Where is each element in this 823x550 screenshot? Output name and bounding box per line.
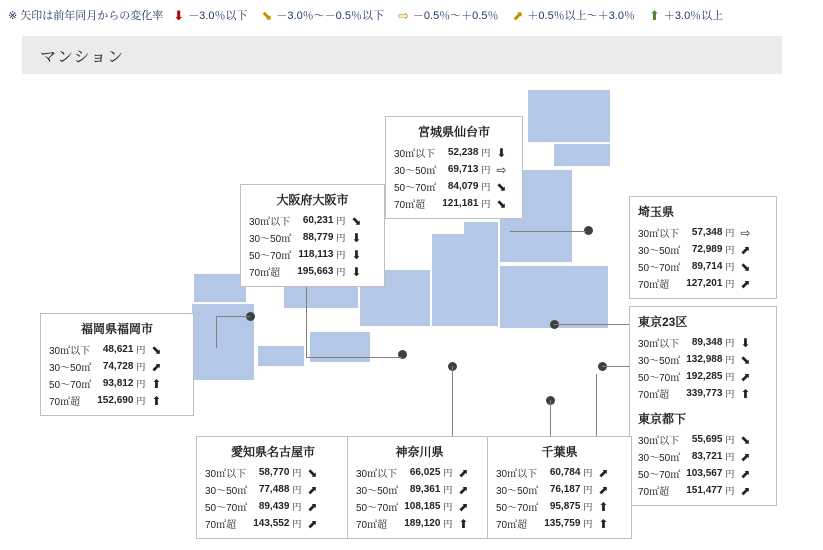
table-row (394, 178, 508, 195)
table-row (356, 515, 470, 532)
legend-bar (0, 0, 823, 30)
row-value: 60,231 (302, 215, 334, 226)
row-label: 30㎡以下 (496, 469, 538, 480)
row-unit: 円 (725, 279, 735, 289)
data-table-osaka (249, 212, 363, 280)
row-unit: 円 (725, 228, 735, 238)
leader-line-nagoya (452, 366, 453, 442)
row-value: 143,552 (253, 518, 290, 529)
row-unit: 円 (725, 469, 735, 479)
row-value: 195,663 (297, 266, 334, 277)
row-label: 30㎡以下 (249, 217, 291, 228)
trend-arrow-icon: ⬇ (351, 230, 362, 245)
trend-arrow-icon: ⬈ (151, 359, 162, 374)
trend-arrow-icon: ⬊ (351, 213, 362, 228)
legend-item-down (173, 7, 247, 23)
table-row (249, 263, 363, 280)
row-label: 70㎡超 (638, 390, 670, 401)
row-label: 30㎡以下 (49, 346, 91, 357)
row-unit: 円 (443, 519, 453, 529)
row-unit: 円 (336, 233, 346, 243)
japan-map (0, 74, 823, 550)
map-region-okinawa (258, 346, 304, 366)
table-row (638, 482, 752, 499)
table-row (638, 258, 752, 275)
row-value: 58,770 (258, 467, 290, 478)
legend-item-flat (398, 7, 499, 23)
callout-title-tokyo-toka: 東京都下 (638, 412, 687, 426)
data-table-saitama (638, 224, 752, 292)
arrow-right-icon: ⇨ (397, 7, 409, 23)
trend-arrow-icon: ⬆ (598, 499, 609, 514)
row-label: 70㎡超 (249, 268, 281, 279)
trend-arrow-icon: ⬈ (598, 482, 609, 497)
leader-line-chiba (596, 374, 597, 442)
row-label: 70㎡超 (356, 520, 388, 531)
table-row (638, 368, 752, 385)
trend-arrow-icon: ⬈ (307, 482, 318, 497)
row-label: 30～50㎡ (205, 486, 248, 497)
row-unit: 円 (336, 216, 346, 226)
callout-title-kanagawa: 神奈川県 (395, 445, 444, 459)
row-unit: 円 (481, 199, 491, 209)
row-label: 70㎡超 (496, 520, 528, 531)
data-table-nagoya (205, 464, 319, 532)
table-row (205, 498, 319, 515)
leader-line-fukuoka-h (216, 316, 250, 317)
row-value: 93,812 (102, 378, 134, 389)
row-label: 30㎡以下 (638, 229, 680, 240)
row-unit: 円 (336, 250, 346, 260)
row-label: 30㎡以下 (638, 339, 680, 350)
callout-title-osaka: 大阪府大阪市 (276, 193, 349, 207)
trend-arrow-icon: ⬈ (740, 369, 751, 384)
row-unit: 円 (583, 519, 593, 529)
table-row (496, 515, 610, 532)
row-value: 69,713 (447, 164, 479, 175)
map-region-kanto (500, 266, 608, 328)
row-unit: 円 (136, 396, 146, 406)
row-label: 30～50㎡ (49, 363, 92, 374)
row-label: 70㎡超 (638, 280, 670, 291)
row-label: 70㎡超 (49, 397, 81, 408)
table-row (638, 465, 752, 482)
row-label: 30～50㎡ (638, 246, 681, 257)
table-row (638, 224, 752, 241)
leader-line-saitama (554, 324, 632, 325)
row-value: 77,488 (258, 484, 290, 495)
trend-arrow-icon: ⬊ (151, 342, 162, 357)
table-row (49, 392, 163, 409)
row-unit: 円 (725, 435, 735, 445)
trend-arrow-icon: ⬆ (151, 393, 162, 408)
trend-arrow-icon: ⬈ (307, 516, 318, 531)
table-row (496, 464, 610, 481)
leader-line-fukuoka-v (216, 316, 217, 348)
table-row (496, 481, 610, 498)
row-value: 48,621 (102, 344, 134, 355)
trend-arrow-icon: ⬆ (151, 376, 162, 391)
data-table-fukuoka (49, 341, 163, 409)
table-row (638, 448, 752, 465)
row-unit: 円 (725, 338, 735, 348)
row-unit: 円 (725, 452, 735, 462)
row-value: 60,784 (549, 467, 581, 478)
title-band (22, 36, 782, 74)
row-unit: 円 (725, 389, 735, 399)
table-row (394, 161, 508, 178)
row-label: 70㎡超 (394, 200, 426, 211)
legend-label-slight-up: ＋0.5％以上～＋3.0％ (527, 10, 635, 22)
row-value: 127,201 (686, 278, 723, 289)
row-label: 30～50㎡ (496, 486, 539, 497)
trend-arrow-icon: ⬈ (740, 466, 751, 481)
legend-label-slight-down: －3.0％～－0.5％以下 (276, 10, 384, 22)
table-row (356, 498, 470, 515)
map-region-kyushu-2 (194, 274, 246, 302)
table-row (205, 515, 319, 532)
row-label: 30㎡以下 (356, 469, 398, 480)
row-value: 339,773 (686, 388, 723, 399)
row-value: 72,989 (691, 244, 723, 255)
row-label: 30㎡以下 (205, 469, 247, 480)
callout-kanagawa[interactable] (347, 436, 492, 539)
row-value: 89,348 (691, 337, 723, 348)
trend-arrow-icon: ⬇ (351, 247, 362, 262)
legend-label-up: ＋3.0％以上 (663, 10, 724, 22)
trend-arrow-icon: ⬇ (351, 264, 362, 279)
trend-arrow-icon: ⬈ (740, 276, 751, 291)
row-value: 118,113 (298, 249, 334, 260)
row-label: 50～70㎡ (249, 251, 292, 262)
trend-arrow-icon: ⇨ (496, 162, 507, 177)
row-value: 52,238 (447, 147, 479, 158)
row-value: 84,079 (447, 181, 479, 192)
trend-arrow-icon: ⬆ (740, 386, 751, 401)
table-row (638, 334, 752, 351)
row-value: 121,181 (442, 198, 479, 209)
row-unit: 円 (292, 485, 302, 495)
trend-arrow-icon: ⬈ (740, 483, 751, 498)
row-label: 50～70㎡ (394, 183, 437, 194)
trend-arrow-icon: ⬈ (458, 465, 469, 480)
callout-title-nagoya: 愛知県名古屋市 (230, 445, 315, 459)
row-label: 30～50㎡ (638, 356, 681, 367)
row-label: 50～70㎡ (638, 470, 681, 481)
table-row (638, 241, 752, 258)
row-value: 89,439 (258, 501, 290, 512)
table-row (394, 195, 508, 212)
callout-tokyo[interactable] (629, 306, 777, 506)
row-label: 50～70㎡ (205, 503, 248, 514)
data-table-tokyo-toka (638, 431, 752, 499)
table-row (394, 144, 508, 161)
table-row (249, 212, 363, 229)
data-table-tokyo23 (638, 334, 752, 402)
legend-item-slight-up (512, 7, 635, 23)
legend-label-down: －3.0％以下 (188, 10, 248, 22)
trend-arrow-icon: ⬊ (740, 352, 751, 367)
row-unit: 円 (481, 165, 491, 175)
row-label: 30～50㎡ (356, 486, 399, 497)
legend-item-up (649, 7, 723, 23)
callout-title-chiba: 千葉県 (541, 445, 578, 459)
row-label: 30㎡以下 (638, 436, 680, 447)
row-value: 108,185 (404, 501, 441, 512)
row-unit: 円 (583, 468, 593, 478)
table-row (49, 375, 163, 392)
row-label: 70㎡超 (638, 487, 670, 498)
map-region-chubu (432, 234, 498, 326)
row-unit: 円 (725, 262, 735, 272)
row-value: 89,361 (409, 484, 441, 495)
trend-arrow-icon: ⬈ (307, 499, 318, 514)
table-row (249, 246, 363, 263)
row-unit: 円 (725, 355, 735, 365)
row-value: 189,120 (404, 518, 441, 529)
trend-arrow-icon: ⬊ (740, 259, 751, 274)
data-table-chiba (496, 464, 610, 532)
callout-title-sendai: 宮城県仙台市 (417, 125, 490, 139)
data-table-sendai (394, 144, 508, 212)
row-value: 57,348 (691, 227, 723, 238)
page-title: マンション (40, 48, 125, 66)
trend-arrow-icon: ⬊ (496, 179, 507, 194)
row-label: 30～50㎡ (638, 453, 681, 464)
callout-title-saitama: 埼玉県 (638, 205, 675, 219)
table-row (638, 431, 752, 448)
callout-fukuoka[interactable] (40, 313, 194, 416)
row-unit: 円 (443, 485, 453, 495)
trend-arrow-icon: ⬆ (598, 516, 609, 531)
data-table-kanagawa (356, 464, 470, 532)
trend-arrow-icon: ⬈ (740, 449, 751, 464)
table-row (638, 351, 752, 368)
row-label: 30㎡以下 (394, 149, 436, 160)
table-row (49, 341, 163, 358)
table-row (49, 358, 163, 375)
callout-sendai[interactable] (385, 116, 523, 219)
row-label: 50～70㎡ (49, 380, 92, 391)
trend-arrow-icon: ⬈ (458, 482, 469, 497)
leader-line-sendai (510, 231, 586, 232)
callout-nagoya[interactable] (196, 436, 350, 539)
row-value: 74,728 (102, 361, 134, 372)
row-value: 88,779 (302, 232, 334, 243)
callout-osaka[interactable] (240, 184, 385, 287)
map-region-hokkaido (528, 90, 610, 142)
row-unit: 円 (725, 486, 735, 496)
row-unit: 円 (292, 519, 302, 529)
table-row (205, 481, 319, 498)
arrow-up-right-icon: ⬈ (512, 7, 524, 23)
row-unit: 円 (583, 502, 593, 512)
table-row (638, 275, 752, 292)
row-unit: 円 (292, 502, 302, 512)
table-row (356, 464, 470, 481)
trend-arrow-icon: ⬈ (458, 499, 469, 514)
row-unit: 円 (136, 379, 146, 389)
table-row (205, 464, 319, 481)
table-row (356, 481, 470, 498)
trend-arrow-icon: ⬇ (496, 145, 507, 160)
trend-arrow-icon: ⬈ (740, 242, 751, 257)
row-unit: 円 (481, 182, 491, 192)
row-unit: 円 (443, 468, 453, 478)
row-label: 50～70㎡ (496, 503, 539, 514)
row-unit: 円 (136, 345, 146, 355)
map-region-hokkaido-2 (554, 144, 610, 166)
callout-saitama[interactable] (629, 196, 777, 299)
row-unit: 円 (292, 468, 302, 478)
callout-title-fukuoka: 福岡県福岡市 (80, 322, 153, 336)
table-row (638, 385, 752, 402)
row-value: 55,695 (691, 434, 723, 445)
trend-arrow-icon: ⬊ (307, 465, 318, 480)
arrow-up-icon: ⬆ (648, 7, 660, 23)
row-label: 50～70㎡ (638, 373, 681, 384)
row-unit: 円 (725, 245, 735, 255)
row-value: 192,285 (686, 371, 723, 382)
row-value: 135,759 (544, 518, 581, 529)
row-label: 70㎡超 (205, 520, 237, 531)
row-value: 95,875 (549, 501, 581, 512)
row-value: 83,721 (691, 451, 723, 462)
row-value: 76,187 (549, 484, 581, 495)
trend-arrow-icon: ⬆ (458, 516, 469, 531)
row-unit: 円 (583, 485, 593, 495)
row-unit: 円 (136, 362, 146, 372)
table-row (249, 229, 363, 246)
row-value: 103,567 (686, 468, 723, 479)
row-label: 50～70㎡ (356, 503, 399, 514)
callout-title-tokyo23: 東京23区 (638, 315, 688, 329)
row-value: 132,988 (686, 354, 723, 365)
legend-label-flat: －0.5％～＋0.5％ (412, 10, 499, 22)
leader-line-osaka-h (306, 357, 402, 358)
trend-arrow-icon: ⬇ (740, 335, 751, 350)
trend-arrow-icon: ⇨ (740, 225, 751, 240)
row-unit: 円 (443, 502, 453, 512)
leader-line-tokyo (602, 366, 632, 367)
row-unit: 円 (725, 372, 735, 382)
row-value: 151,477 (686, 485, 723, 496)
legend-note: ※ 矢印は前年同月からの変化率 (8, 10, 164, 22)
leader-line-osaka-v (306, 286, 307, 358)
row-label: 50～70㎡ (638, 263, 681, 274)
arrow-down-right-icon: ⬊ (261, 7, 273, 23)
trend-arrow-icon: ⬊ (740, 432, 751, 447)
row-value: 66,025 (409, 467, 441, 478)
table-row (496, 498, 610, 515)
row-value: 89,714 (691, 261, 723, 272)
arrow-down-icon: ⬇ (173, 7, 185, 23)
callout-chiba[interactable] (487, 436, 632, 539)
trend-arrow-icon: ⬊ (496, 196, 507, 211)
legend-item-slight-down (261, 7, 384, 23)
trend-arrow-icon: ⬈ (598, 465, 609, 480)
row-label: 30～50㎡ (249, 234, 292, 245)
row-unit: 円 (336, 267, 346, 277)
row-unit: 円 (481, 148, 491, 158)
row-value: 152,690 (97, 395, 134, 406)
row-label: 30～50㎡ (394, 166, 437, 177)
